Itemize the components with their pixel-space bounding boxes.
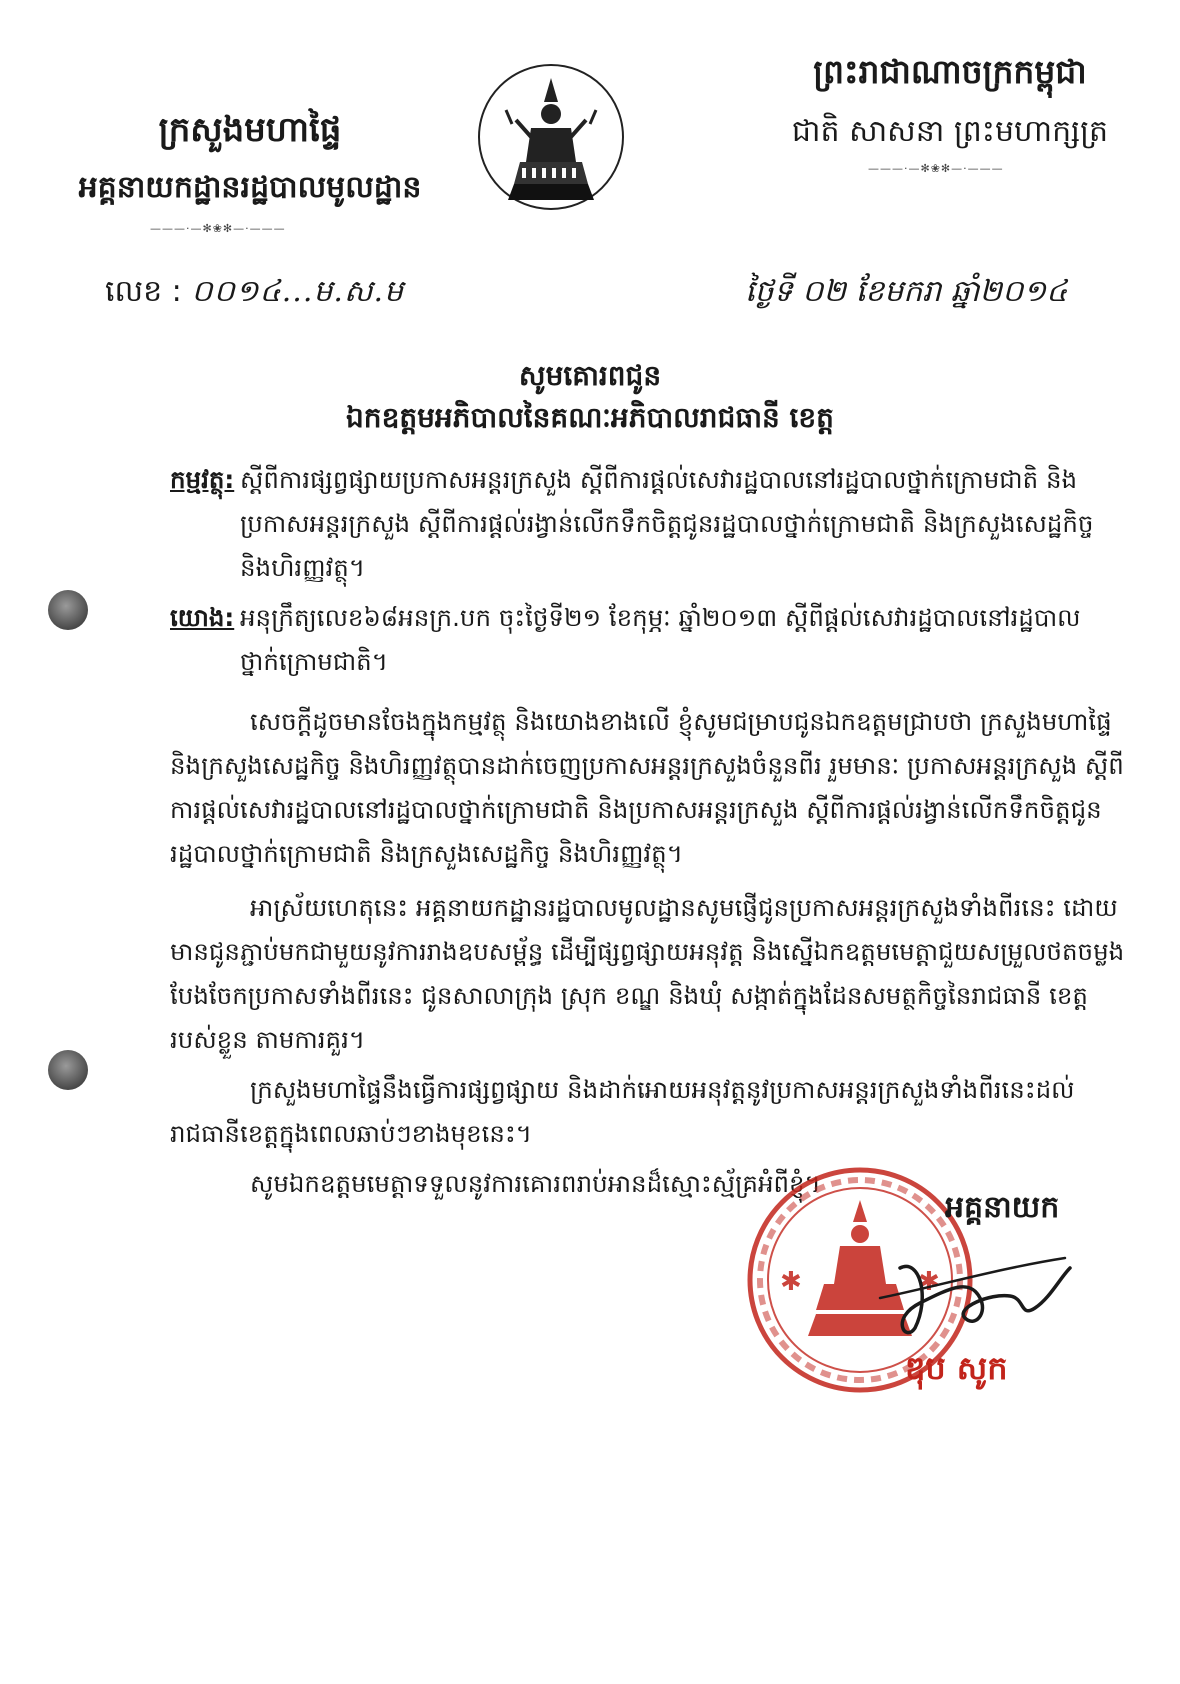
para2-line-1: អាស្រ័យហេតុនេះ អគ្គនាយកដ្ឋានរដ្ឋបាលមូលដ្ឋានសូមផ្ញើជូនប្រកាសអន្តរក្រសួងទាំងពីរនេះ ដោយ [250,893,1118,922]
closing-line: សូមឯកឧត្តមមេត្តាទទួលនូវការគោរពរាប់អានដ៏ស្មោះស្ម័គ្រអំពីខ្ញុំ។ [250,1169,821,1198]
reference-line-2: ថ្នាក់ក្រោមជាតិ។ [240,647,388,676]
para3-line-1: ក្រសួងមហាផ្ទៃនឹងធ្វើការផ្សព្វផ្សាយ និងដាក់អោយអនុវត្តនូវប្រកាសអន្តរក្រសួងទាំងពីរនេះដល់ [250,1075,1075,1104]
subject-line-2: ប្រកាសអន្តរក្រសួង ស្តីពីការផ្តល់រង្វាន់លើកទឹកចិត្តជូនរដ្ឋបាលថ្នាក់ក្រោមជាតិ និងក្រសួងសេដ្ឋកិច្ច [240,509,1094,538]
signatory-title: អគ្គនាយក [945,1190,1060,1225]
svg-text:✱: ✱ [918,1267,940,1297]
reference-line-1: អនុក្រឹត្យលេខ៦៨អនក្រ.បក ចុះថ្ងៃទី២១ ខែកុម្ភៈ ឆ្នាំ២០១៣ ស្តីពីផ្តល់សេវារដ្ឋបាលនៅរដ្ឋបាល [240,603,1081,632]
para1-line-2: និងក្រសួងសេដ្ឋកិច្ច និងហិរញ្ញវត្ថុបានដាក់ចេញប្រកាសអន្តរក្រសួងចំនួនពីរ រួមមានៈ ប្រកាសអន្តរក្រសួង ស្តីពី [170,751,1124,780]
para1-line-1: សេចក្តីដូចមានចែងក្នុងកម្មវត្ថុ និងយោងខាងលើ ខ្ញុំសូមជម្រាបជូនឯកឧត្តមជ្រាបថា ក្រសួងមហាផ្ទៃ [250,707,1112,736]
para1-line-4: រដ្ឋបាលថ្នាក់ក្រោមជាតិ និងក្រសួងសេដ្ឋកិច្ច និងហិរញ្ញវត្ថុ។ [170,839,683,868]
svg-text:✱: ✱ [780,1267,802,1297]
punch-hole-icon [48,1050,88,1090]
department-title: អគ្គនាយកដ្ឋានរដ្ឋបាលមូលដ្ឋាន [78,170,422,205]
reference-label: យោង: [170,603,235,632]
reference-value: ០០១៤...ម.ស.ម [191,274,405,309]
reference-number [105,272,404,316]
subject-line-1: ស្តីពីការផ្សព្វផ្សាយប្រកាសអន្តរក្រសួង ស្តីពីការផ្តល់សេវារដ្ឋបាលនៅរដ្ឋបាលថ្នាក់ក្រោមជាតិ និង [240,465,1078,494]
motto-divider: ———·—✻❀✻—·——— [868,162,1004,175]
para1-line-3: ការផ្តល់សេវារដ្ឋបាលនៅរដ្ឋបាលថ្នាក់ក្រោមជាតិ និងប្រកាសអន្តរក្រសួង ស្តីពីការផ្តល់រង្វាន់លើកទឹកចិត្តជូន [170,795,1102,824]
para2-line-3: បែងចែកប្រកាសទាំងពីរនេះ ជូនសាលាក្រុង ស្រុក ខណ្ឌ និងឃុំ សង្កាត់ក្នុងដែនសមត្ថកិច្ចនៃរាជធានី ខេត្ត [170,981,1088,1010]
reference-label: លេខ : [105,274,182,309]
kingdom-title: ព្រះរាជាណាចក្រកម្ពុជា [813,52,1087,91]
department-divider: ———·—✻❀✻—·——— [150,222,286,235]
para3-line-2: រាជធានីខេត្តក្នុងពេលឆាប់ៗខាងមុខនេះ។ [170,1119,532,1148]
subject-label: កម្មវត្ថុ: [170,465,235,494]
royal-emblem-icon [476,62,626,212]
punch-hole-icon [48,590,88,630]
para2-line-4: របស់ខ្លួន តាមការគួរ។ [170,1025,366,1054]
salutation-line-2: ឯកឧត្តមអភិបាលនៃគណៈអភិបាលរាជធានី ខេត្ត [346,401,834,434]
ministry-title: ក្រសួងមហាផ្ទៃ [158,110,342,150]
subject-line-3: និងហិរញ្ញវត្ថុ។ [240,553,366,582]
signatory-name: ឌុប សូក [905,1349,1008,1387]
para2-line-2: មានជូនភ្ជាប់មកជាមួយនូវការរាងឧបសម្ព័ន្ធ ដើម្បីផ្សព្វផ្សាយអនុវត្ត និងស្នើឯកឧត្តមមេត្តាជួយសម្រួលថតចម្លង [170,937,1125,966]
kingdom-motto: ជាតិ សាសនា ព្រះមហាក្សត្រ [791,114,1109,149]
salutation-line-1: សូមគោរពជូន [518,359,662,392]
handwritten-signature-icon [860,1238,1080,1348]
letter-date: ថ្ងៃទី ០២ ខែមករា ឆ្នាំ២០១៤ [745,274,1068,309]
